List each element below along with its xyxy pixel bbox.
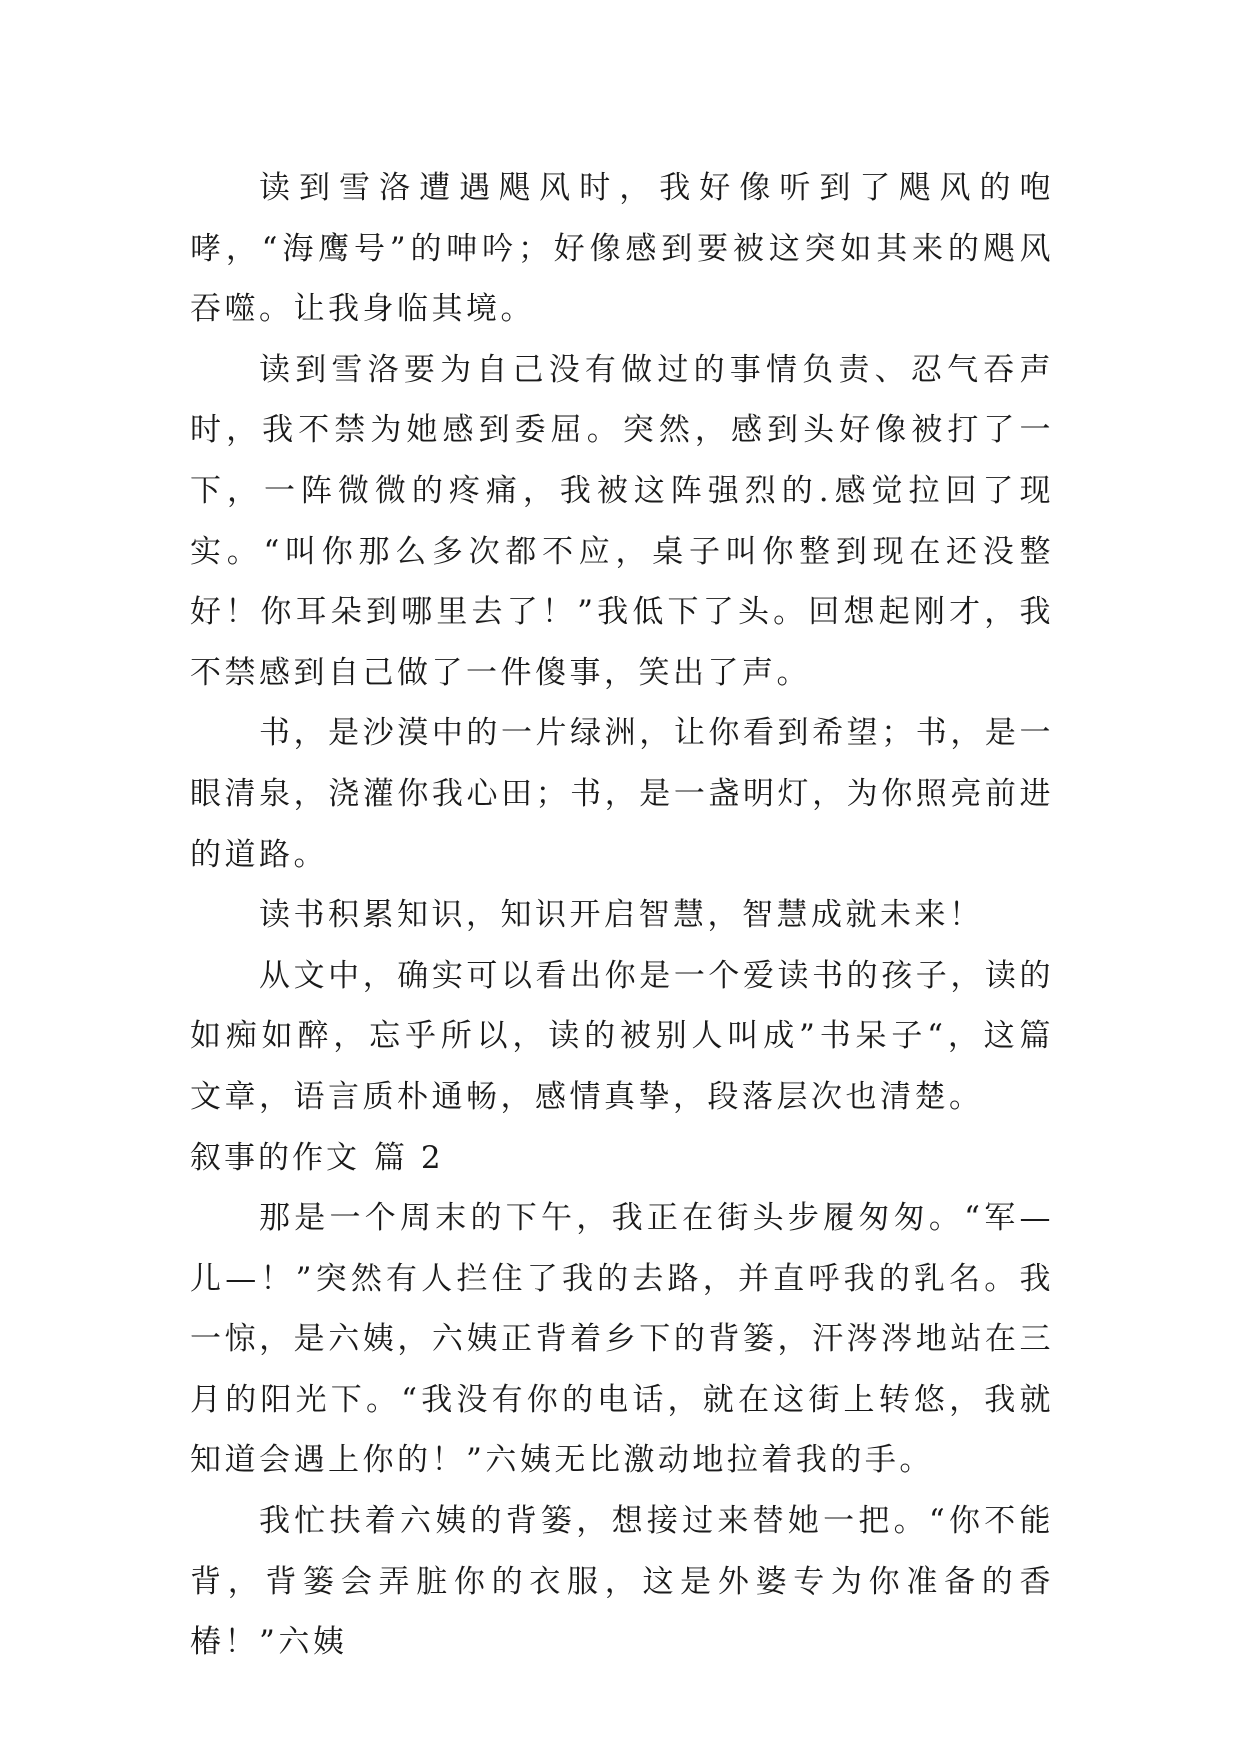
- paragraph-basket: 我忙扶着六姨的背篓，想接过来替她一把。“你不能背，背篓会弄脏你的衣服，这是外婆专为你准备的香椿！”六姨: [190, 1503, 1054, 1661]
- section-heading-title: 叙事的作文: [190, 1139, 360, 1176]
- document-page: [190, 158, 1054, 1673]
- section-heading-number: 篇 2: [374, 1139, 444, 1176]
- paragraph-typhoon: 读到雪洛遭遇飓风时，我好像听到了飓风的咆哮，“海鹰号”的呻吟；好像感到要被这突如其来的飓风吞噬。让我身临其境。: [190, 170, 1054, 328]
- section-heading: [190, 1128, 1054, 1189]
- paragraph-comment: 从文中，确实可以看出你是一个爱读书的孩子，读的如痴如醉，忘乎所以，读的被别人叫成”书呆子“，这篇文章，语言质朴通畅，感情真挚，段落层次也清楚。: [190, 957, 1054, 1115]
- paragraph-weekend-afternoon: 那是一个周末的下午，我正在街头步履匆匆。“军—儿—！”突然有人拦住了我的去路，并直呼我的乳名。我一惊，是六姨，六姨正背着乡下的背篓，汗涔涔地站在三月的阳光下。“我没有你的电话，就在这街上转悠，我就知道会遇上你的！”六姨无比激动地拉着我的手。: [190, 1200, 1054, 1479]
- paragraph-reading-wisdom: 读书积累知识，知识开启智慧，智慧成就未来！: [259, 897, 984, 934]
- paragraph-grievance: 读到雪洛要为自己没有做过的事情负责、忍气吞声时，我不禁为她感到委屈。突然，感到头好像被打了一下，一阵微微的疼痛，我被这阵强烈的.感觉拉回了现实。“叫你那么多次都不应，桌子叫你整到现在还没整好！你耳朵到哪里去了！”我低下了头。回想起刚才，我不禁感到自己做了一件傻事，笑出了声。: [190, 351, 1054, 691]
- paragraph-book-metaphor: 书，是沙漠中的一片绿洲，让你看到希望；书，是一眼清泉，浇灌你我心田；书，是一盏明灯，为你照亮前进的道路。: [190, 715, 1054, 873]
